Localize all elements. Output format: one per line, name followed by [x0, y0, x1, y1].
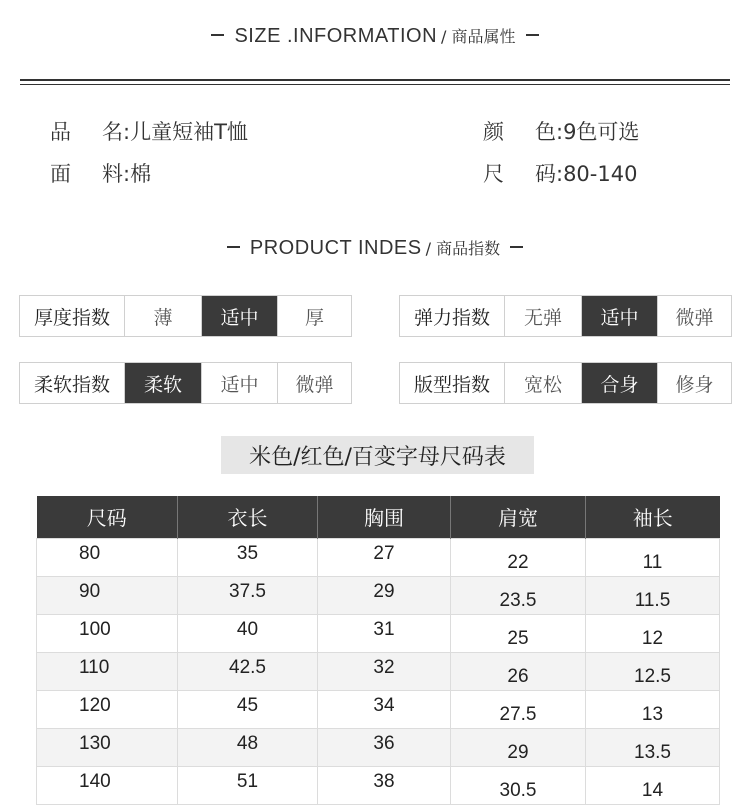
attribute-color-label-1: 颜 [483, 120, 504, 144]
cell-shoulder: 26 [451, 652, 586, 690]
size-information-heading [0, 24, 750, 48]
cell-length: 40 [178, 614, 318, 652]
table-row [37, 538, 720, 576]
size-information-title-en: SIZE .INFORMATION [234, 25, 438, 47]
dash-left [211, 34, 224, 36]
attribute-name [50, 116, 248, 146]
divider-top [20, 79, 730, 81]
attribute-name-label-2: 名 [102, 120, 123, 144]
cell-size: 80 [37, 538, 178, 576]
divider-bottom [20, 84, 730, 85]
attribute-material-value: :棉 [123, 162, 152, 186]
index-option: 微弹 [657, 296, 731, 336]
cell-size: 130 [37, 728, 178, 766]
index-label: 版型指数 [413, 373, 490, 396]
cell-sleeve: 12.5 [586, 652, 720, 690]
dash-right [510, 246, 523, 248]
index-fit [399, 362, 732, 404]
cell-shoulder: 23.5 [451, 576, 586, 614]
product-index-title-cn: / 商品指数 [425, 239, 501, 258]
table-row [37, 728, 720, 766]
product-index-heading [0, 236, 750, 260]
header-length: 衣长 [178, 496, 318, 538]
cell-size: 100 [37, 614, 178, 652]
cell-size: 120 [37, 690, 178, 728]
header-chest: 胸围 [318, 496, 451, 538]
index-elasticity [399, 295, 732, 337]
cell-length: 42.5 [178, 652, 318, 690]
cell-shoulder: 22 [451, 538, 586, 576]
index-option-selected: 适中 [201, 296, 277, 336]
cell-sleeve: 14 [586, 766, 720, 804]
index-option: 微弹 [277, 363, 351, 403]
attribute-size-label-2: 码 [535, 162, 556, 186]
index-label: 柔软指数 [33, 373, 110, 396]
index-option: 宽松 [504, 363, 581, 403]
index-option: 无弹 [504, 296, 581, 336]
cell-length: 37.5 [178, 576, 318, 614]
index-option-selected: 柔软 [124, 363, 201, 403]
index-option-selected: 合身 [581, 363, 657, 403]
size-chart-title: 米色/红色/百变字母尺码表 [221, 436, 534, 474]
cell-size: 140 [37, 766, 178, 804]
cell-sleeve: 12 [586, 614, 720, 652]
index-option: 薄 [124, 296, 201, 336]
table-row [37, 576, 720, 614]
index-thickness [19, 295, 352, 337]
header-shoulder: 肩宽 [451, 496, 586, 538]
cell-chest: 38 [318, 766, 451, 804]
cell-chest: 34 [318, 690, 451, 728]
table-row [37, 652, 720, 690]
cell-shoulder: 30.5 [451, 766, 586, 804]
cell-shoulder: 25 [451, 614, 586, 652]
product-index-title-en: PRODUCT INDES [249, 237, 422, 259]
table-row [37, 766, 720, 804]
index-label: 弹力指数 [413, 306, 490, 329]
cell-shoulder: 27.5 [451, 690, 586, 728]
header-sleeve: 袖长 [586, 496, 720, 538]
cell-sleeve: 13.5 [586, 728, 720, 766]
index-option: 适中 [201, 363, 277, 403]
cell-sleeve: 11 [586, 538, 720, 576]
size-information-title-cn: / 商品属性 [441, 27, 516, 46]
attribute-name-value: :儿童短袖T恤 [123, 120, 248, 144]
cell-length: 45 [178, 690, 318, 728]
cell-chest: 36 [318, 728, 451, 766]
cell-sleeve: 13 [586, 690, 720, 728]
dash-right [526, 34, 539, 36]
cell-chest: 27 [318, 538, 451, 576]
index-option: 修身 [657, 363, 731, 403]
attribute-color-label-2: 色 [535, 120, 556, 144]
attribute-color-value: :9色可选 [556, 120, 640, 144]
header-size: 尺码 [37, 496, 178, 538]
cell-size: 110 [37, 652, 178, 690]
attribute-name-label-1: 品 [50, 120, 71, 144]
index-option: 厚 [277, 296, 351, 336]
index-option-selected: 适中 [581, 296, 657, 336]
attribute-material-label-1: 面 [50, 162, 71, 186]
attribute-material-label-2: 料 [102, 162, 123, 186]
size-table-header-row [37, 496, 720, 538]
table-row [37, 614, 720, 652]
cell-length: 48 [178, 728, 318, 766]
cell-length: 51 [178, 766, 318, 804]
table-row [37, 690, 720, 728]
cell-size: 90 [37, 576, 178, 614]
index-label: 厚度指数 [33, 306, 110, 329]
cell-length: 35 [178, 538, 318, 576]
cell-shoulder: 29 [451, 728, 586, 766]
attribute-material [50, 158, 151, 188]
cell-chest: 32 [318, 652, 451, 690]
cell-chest: 29 [318, 576, 451, 614]
attribute-size [483, 158, 637, 188]
dash-left [227, 246, 240, 248]
index-softness [19, 362, 352, 404]
size-table [36, 496, 720, 805]
attribute-color [483, 116, 639, 146]
attribute-size-value: :80-140 [556, 162, 638, 186]
cell-sleeve: 11.5 [586, 576, 720, 614]
attribute-size-label-1: 尺 [483, 162, 504, 186]
cell-chest: 31 [318, 614, 451, 652]
